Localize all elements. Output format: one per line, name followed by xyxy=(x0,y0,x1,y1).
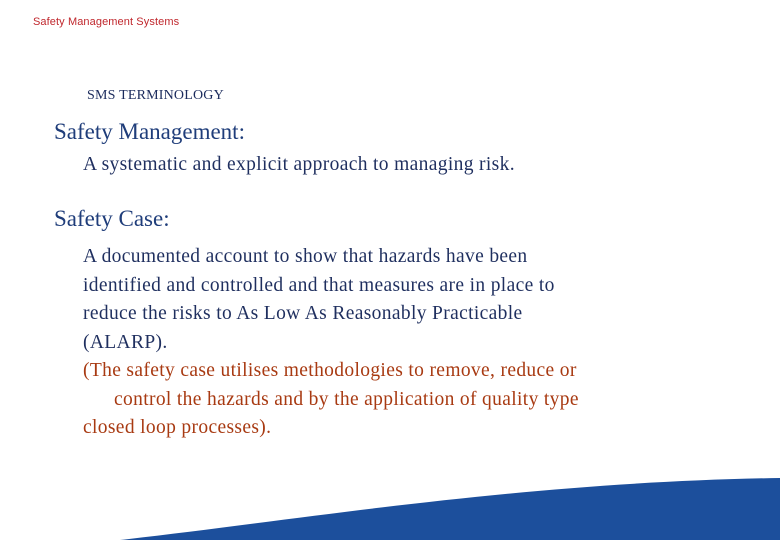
term-colon: : xyxy=(163,206,170,231)
definition-line: identified and controlled and that measures are in place to xyxy=(83,274,555,296)
term-colon: : xyxy=(238,119,245,144)
note-line: control the hazards and by the application of quality type xyxy=(114,388,579,410)
note-line: closed loop processes). xyxy=(83,417,272,438)
term-name: Safety Case xyxy=(54,206,164,231)
section-label: SMS TERMINOLOGY xyxy=(87,88,224,103)
definition-line: A documented account to show that hazards have been xyxy=(83,246,528,267)
definition-line: (ALARP). xyxy=(83,331,168,353)
header-title: Safety Management Systems xyxy=(33,16,180,28)
swoosh-shape xyxy=(120,478,780,540)
definition-line: A systematic and explicit approach to managing risk. xyxy=(83,154,515,175)
term-name: Safety Management xyxy=(54,119,239,144)
note-line: (The safety case utilises methodologies to remove, reduce or xyxy=(83,360,577,381)
definition-line: reduce the risks to As Low As Reasonably Practicable xyxy=(83,303,523,324)
